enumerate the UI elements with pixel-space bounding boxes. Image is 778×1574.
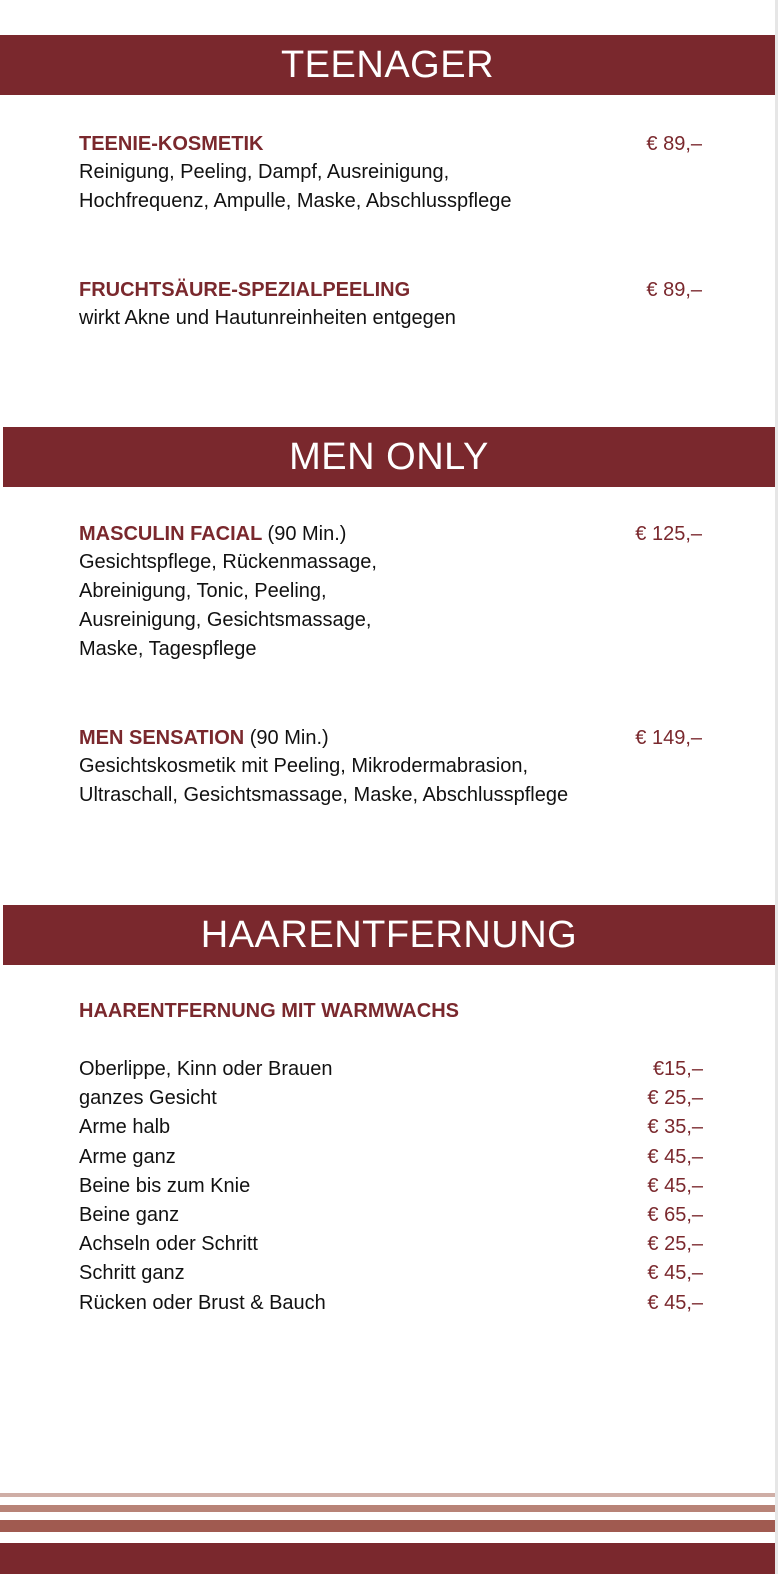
body-area: ganzes Gesicht (79, 1087, 217, 1110)
area-price: € 45,– (647, 1174, 703, 1197)
area-price: € 45,– (647, 1291, 703, 1314)
description-line: Gesichtskosmetik mit Peeling, Mikrodermabrasion, (79, 755, 529, 777)
footer-stripe-dark (0, 1520, 775, 1532)
service-title (79, 727, 329, 750)
area-price: € 45,– (647, 1262, 703, 1285)
area-price: € 65,– (647, 1204, 703, 1227)
section-heading: MEN ONLY (289, 435, 489, 478)
subsection-name: HAARENTFERNUNG MIT WARMWACHS (79, 1000, 459, 1022)
section-banner-teenager (0, 35, 775, 95)
waxing-price-list (79, 1055, 703, 1318)
service-price: € 149,– (635, 727, 702, 749)
body-area: Achseln oder Schritt (79, 1233, 258, 1256)
subsection-title (79, 1000, 459, 1023)
service-name: TEENIE-KOSMETIK (79, 133, 264, 155)
body-area: Oberlippe, Kinn oder Brauen (79, 1058, 333, 1081)
service-description (79, 304, 456, 333)
footer-band (0, 1543, 775, 1574)
list-item (79, 1143, 703, 1172)
description-line: Maske, Tagespflege (79, 638, 257, 660)
area-price: €15,– (652, 1058, 703, 1081)
description-line: Ultraschall, Gesichtsmassage, Maske, Abschlusspflege (79, 784, 569, 806)
service-title (79, 523, 346, 546)
footer-stripe-light (0, 1493, 775, 1497)
list-item (79, 1113, 703, 1142)
footer-stripe-mid (0, 1505, 775, 1512)
list-item (79, 1289, 703, 1318)
list-item (79, 1230, 703, 1259)
area-price: € 25,– (647, 1233, 703, 1256)
section-banner-haarentfernung (3, 905, 775, 965)
section-heading: HAARENTFERNUNG (200, 913, 578, 956)
section-heading: TEENAGER (280, 43, 495, 86)
list-item (79, 1172, 703, 1201)
list-item (79, 1259, 703, 1288)
body-area: Arme ganz (79, 1145, 176, 1168)
description-line: Hochfrequenz, Ampulle, Maske, Abschlusspflege (79, 190, 512, 212)
service-name: MASCULIN FACIAL (79, 523, 262, 545)
description-line: Ausreinigung, Gesichtsmassage, (79, 609, 372, 631)
service-description (79, 158, 511, 216)
service-description (79, 548, 377, 664)
service-name: MEN SENSATION (79, 727, 245, 749)
service-name: FRUCHTSÄURE-SPEZIALPEELING (79, 279, 411, 301)
body-area: Arme halb (79, 1116, 171, 1139)
list-item (79, 1201, 703, 1230)
area-price: € 25,– (647, 1087, 703, 1110)
body-area: Beine bis zum Knie (79, 1174, 251, 1197)
body-area: Schritt ganz (79, 1262, 185, 1285)
description-line: Gesichtspflege, Rückenmassage, (79, 551, 377, 573)
body-area: Beine ganz (79, 1204, 180, 1227)
area-price: € 35,– (647, 1116, 703, 1139)
service-description (79, 752, 568, 810)
area-price: € 45,– (647, 1145, 703, 1168)
description-line: Reinigung, Peeling, Dampf, Ausreinigung, (79, 161, 450, 183)
description-line: Abreinigung, Tonic, Peeling, (79, 580, 327, 602)
list-item (79, 1055, 703, 1084)
section-banner-men-only (3, 427, 775, 487)
service-price: € 125,– (635, 523, 702, 545)
service-title (79, 133, 263, 156)
service-price: € 89,– (646, 133, 702, 155)
description-line: wirkt Akne und Hautunreinheiten entgegen (79, 307, 456, 329)
service-title (79, 279, 410, 302)
service-price: € 89,– (646, 279, 702, 301)
list-item (79, 1084, 703, 1113)
service-duration: (90 Min.) (267, 523, 347, 545)
body-area: Rücken oder Brust & Bauch (79, 1291, 326, 1314)
service-duration: (90 Min.) (249, 727, 329, 749)
